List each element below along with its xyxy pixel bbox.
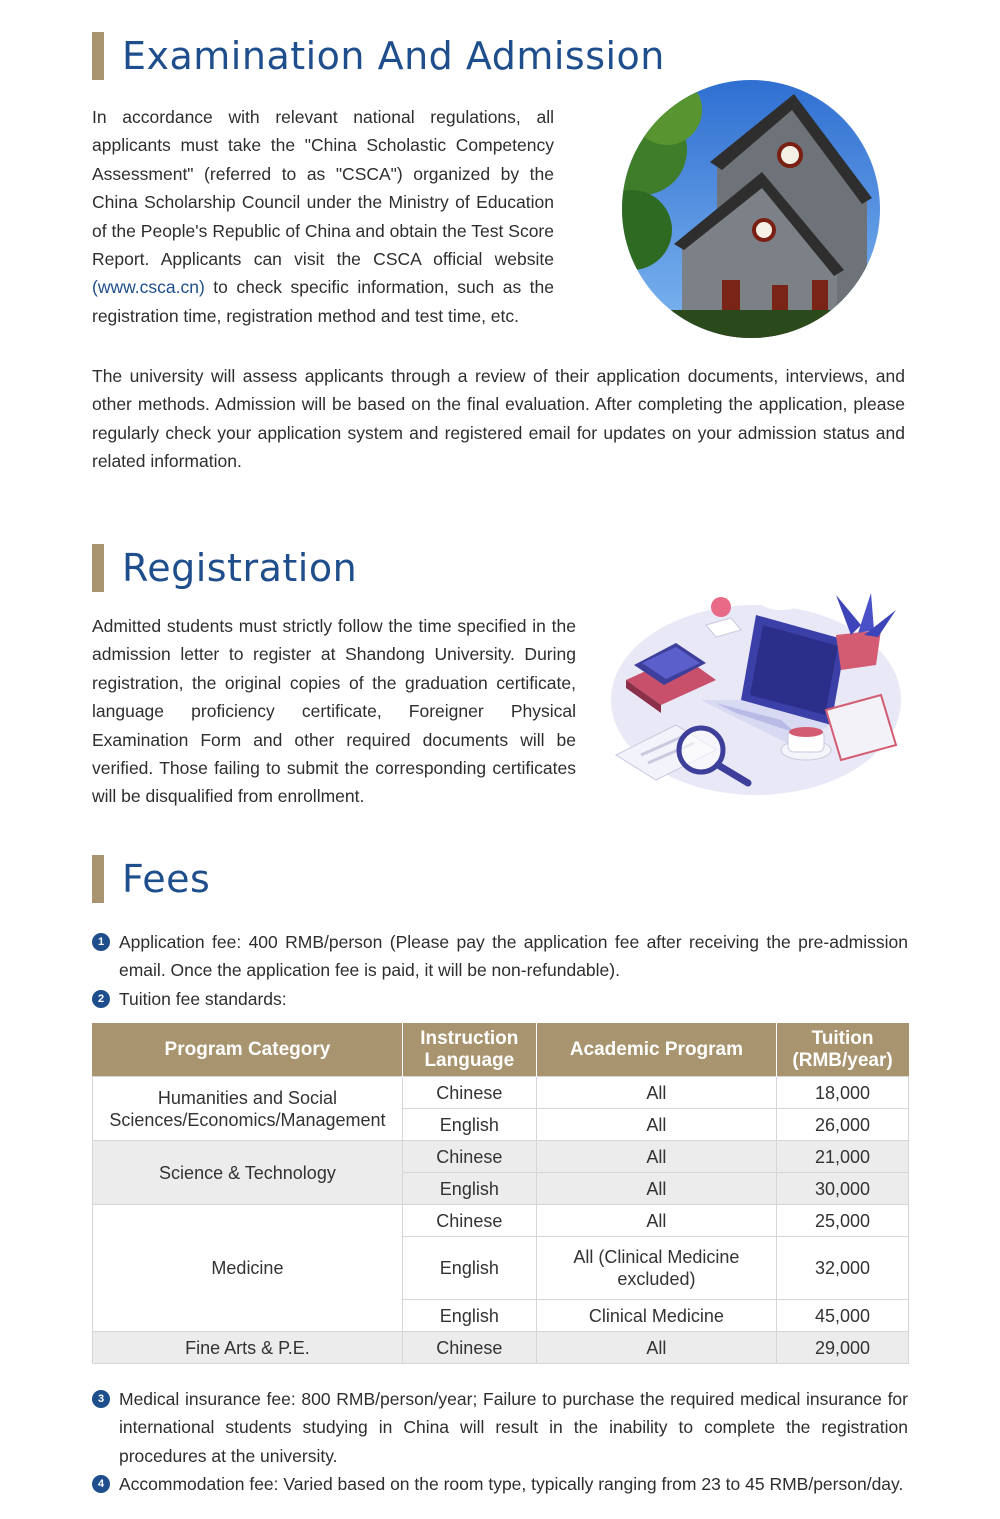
fee-item-tuition xyxy=(92,985,908,1013)
header-tuition: Tuition (RMB/year) xyxy=(777,1024,909,1077)
tuition-table xyxy=(92,1023,909,1364)
fee-item-application xyxy=(92,928,908,985)
header-instruction-language: Instruction Language xyxy=(402,1024,536,1077)
header-academic-program: Academic Program xyxy=(536,1024,776,1077)
fee-item-text: Medical insurance fee: 800 RMB/person/year; Failure to purchase the required medical insurance for international students studying in China will result in the inability to complete the registration procedures at the university. xyxy=(119,1389,908,1466)
program-cell: All xyxy=(536,1077,776,1109)
exam-section-title: Examination And Admission xyxy=(92,32,665,80)
csca-website-link[interactable]: (www.csca.cn) xyxy=(92,277,205,298)
fees-section-title: Fees xyxy=(92,855,210,903)
program-cell: Clinical Medicine xyxy=(536,1300,776,1332)
table-row xyxy=(93,1205,909,1237)
fee-item-text: Tuition fee standards: xyxy=(119,989,287,1009)
number-badge-icon: 4 xyxy=(92,1475,110,1493)
category-cell: Fine Arts & P.E. xyxy=(93,1332,403,1364)
tuition-cell: 25,000 xyxy=(777,1205,909,1237)
language-cell: English xyxy=(402,1300,536,1332)
tuition-cell: 32,000 xyxy=(777,1237,909,1300)
number-badge-icon: 1 xyxy=(92,933,110,951)
category-cell: Science & Technology xyxy=(93,1141,403,1205)
tuition-cell: 26,000 xyxy=(777,1109,909,1141)
program-cell: All xyxy=(536,1141,776,1173)
fee-item-text: Accommodation fee: Varied based on the room type, typically ranging from 23 to 45 RMB/person/day. xyxy=(119,1474,904,1494)
language-cell: Chinese xyxy=(402,1077,536,1109)
program-cell: All xyxy=(536,1205,776,1237)
program-cell: All (Clinical Medicine excluded) xyxy=(536,1237,776,1300)
language-cell: English xyxy=(402,1173,536,1205)
fee-item-accommodation xyxy=(92,1470,908,1498)
fee-item-medical-insurance xyxy=(92,1385,908,1470)
tuition-cell: 30,000 xyxy=(777,1173,909,1205)
language-cell: Chinese xyxy=(402,1205,536,1237)
registration-paragraph: Admitted students must strictly follow the time specified in the admission letter to register at Shandong University. During registration, the original copies of the graduation certificate, language proficiency certificate, Foreigner Physical Examination Form and other required documents will be verified. Those failing to submit the corresponding certificates will be disqualified from enrollment. xyxy=(92,616,576,807)
category-cell: Medicine xyxy=(93,1205,403,1332)
number-badge-icon: 2 xyxy=(92,990,110,1008)
campus-building-photo xyxy=(622,80,880,338)
fee-item-text: Application fee: 400 RMB/person (Please pay the application fee after receiving the pre-admission email. Once the application fee is paid, it will be non-refundable). xyxy=(119,932,908,981)
table-header-row xyxy=(93,1024,909,1077)
exam-paragraph-2: The university will assess applicants through a review of their application documents, interviews, and other methods. Admission will be based on the final evaluation. After completing the application, please regularly check your application system and registered email for updates on your admission status and related information. xyxy=(92,366,905,472)
program-cell: All xyxy=(536,1109,776,1141)
number-badge-icon: 3 xyxy=(92,1390,110,1408)
language-cell: English xyxy=(402,1109,536,1141)
registration-section-title: Registration xyxy=(92,544,357,592)
exam-paragraph-1-text-b: to check specific information, such as the registration time, registration method and test time, etc. xyxy=(92,277,554,326)
language-cell: Chinese xyxy=(402,1141,536,1173)
program-cell: All xyxy=(536,1173,776,1205)
tuition-cell: 18,000 xyxy=(777,1077,909,1109)
language-cell: English xyxy=(402,1237,536,1300)
exam-paragraph-1-text-a: In accordance with relevant national regulations, all applicants must take the "China Scholastic Competency Assessment" (referred to as "CSCA") organized by the China Scholarship Council under the Ministry of Education of the People's Republic of China and obtain the Test Score Report. Applicants can visit the CSCA official website xyxy=(92,107,554,270)
category-cell: Humanities and Social Sciences/Economics/Management xyxy=(93,1077,403,1141)
tuition-cell: 21,000 xyxy=(777,1141,909,1173)
tuition-cell: 45,000 xyxy=(777,1300,909,1332)
language-cell: Chinese xyxy=(402,1332,536,1364)
tuition-cell: 29,000 xyxy=(777,1332,909,1364)
table-row xyxy=(93,1332,909,1364)
table-row xyxy=(93,1077,909,1109)
header-program-category: Program Category xyxy=(93,1024,403,1077)
program-cell: All xyxy=(536,1332,776,1364)
table-row xyxy=(93,1141,909,1173)
exam-paragraph-1 xyxy=(92,103,554,330)
study-desk-illustration xyxy=(606,585,906,800)
